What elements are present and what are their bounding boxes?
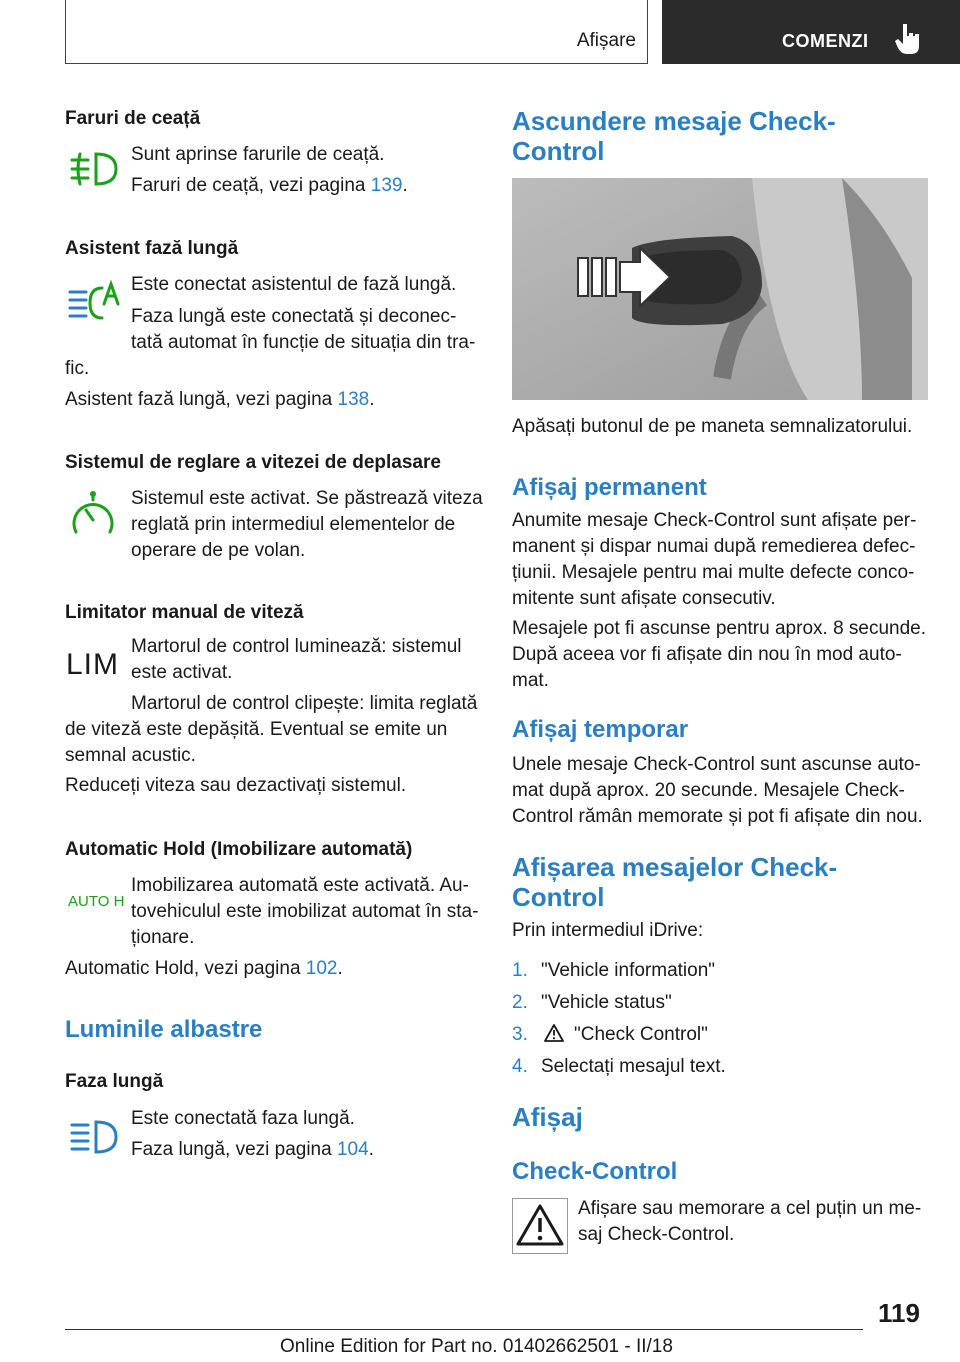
permanent-desc-6: După aceea vor fi afișate din nou în mod auto- xyxy=(512,644,902,665)
auto-hold-heading: Automatic Hold (Imobilizare automată) xyxy=(65,839,413,860)
temporary-desc-2: mat după aprox. 20 secunde. Mesajele Check- xyxy=(512,780,905,801)
check-control-desc-2: saj Check-Control. xyxy=(578,1224,735,1245)
check-control-warning-icon xyxy=(512,1198,568,1254)
hand-pointer-icon xyxy=(895,22,921,54)
check-control-heading: Check-Control xyxy=(512,1158,678,1185)
edition-footer: Online Edition for Part no. 01402662501 - II/18 xyxy=(280,1336,673,1357)
high-beam-assistant-desc-1: Faza lungă este conectată și deconec- xyxy=(131,306,457,327)
step-number: 4. xyxy=(512,1056,528,1077)
auto-hold-ref: Automatic Hold, vezi pagina 102. xyxy=(65,958,343,979)
high-beam-ref: Faza lungă, vezi pagina 104. xyxy=(131,1139,374,1160)
footer-divider xyxy=(65,1329,863,1330)
speed-limiter-desc-4: de viteză este depășită. Eventual se emite un xyxy=(65,719,448,740)
page-link-138[interactable]: 138 xyxy=(337,389,370,410)
temporary-desc-3: Control rămân memorate și pot fi afișate din nou. xyxy=(512,806,923,827)
hide-messages-heading-2: Control xyxy=(512,136,605,166)
speed-limiter-desc-3: Martorul de control clipește: limita reglată xyxy=(131,693,478,714)
page-link-139[interactable]: 139 xyxy=(370,175,403,196)
high-beam-assistant-heading: Asistent fază lungă xyxy=(65,238,239,259)
speed-limiter-desc-6: Reduceți viteza sau dezactivați sistemul. xyxy=(65,775,407,796)
step-number: 2. xyxy=(512,992,528,1013)
cruise-control-icon xyxy=(68,490,118,540)
display-heading: Afișaj xyxy=(512,1102,583,1132)
high-beam-assistant-ref: Asistent fază lungă, vezi pagina 138. xyxy=(65,389,375,410)
cruise-control-desc-3: operare de pe volan. xyxy=(131,540,306,561)
permanent-desc-3: țiunii. Mesajele pentru mai multe defecte conco- xyxy=(512,562,915,583)
warning-triangle-icon xyxy=(543,1023,565,1043)
page-link-102[interactable]: 102 xyxy=(305,958,338,979)
high-beam-status: Este conectată faza lungă. xyxy=(131,1108,355,1129)
temporary-desc-1: Unele mesaje Check-Control sunt ascunse auto- xyxy=(512,754,921,775)
fog-light-icon xyxy=(68,148,120,190)
idrive-intro: Prin intermediul iDrive: xyxy=(512,920,704,941)
step-number: 1. xyxy=(512,960,528,981)
speed-limiter-heading: Limitator manual de viteză xyxy=(65,602,304,623)
permanent-desc-4: mitente sunt afișate consecutiv. xyxy=(512,588,776,609)
cruise-control-desc-2: reglată prin intermediul elementelor de xyxy=(131,514,456,535)
lim-icon: LIM xyxy=(66,648,120,681)
chapter-tab-label: COMENZI xyxy=(782,31,869,51)
step-select-message: Selectați mesajul text. xyxy=(541,1056,726,1077)
step-number: 3. xyxy=(512,1024,528,1045)
fog-lights-heading: Faruri de ceață xyxy=(65,108,201,129)
cruise-control-heading: Sistemul de reglare a vitezei de deplasare xyxy=(65,452,441,473)
auto-hold-icon: AUTO H xyxy=(68,893,125,910)
fog-lights-status: Sunt aprinse farurile de ceață. xyxy=(131,144,385,165)
auto-hold-desc-1: Imobilizarea automată este activată. Au- xyxy=(131,875,469,896)
permanent-desc-7: mat. xyxy=(512,670,549,691)
show-messages-heading-1: Afișarea mesajelor Check- xyxy=(512,852,838,882)
speed-limiter-desc-1: Martorul de control luminează: sistemul xyxy=(131,636,462,657)
high-beam-assistant-icon xyxy=(66,280,122,324)
fog-lights-ref: Faruri de ceață, vezi pagina 139. xyxy=(131,175,408,196)
speed-limiter-desc-5: semnal acustic. xyxy=(65,745,196,766)
turn-signal-stalk-illustration xyxy=(512,178,928,400)
illustration-caption: Apăsați butonul de pe maneta semnalizatorului. xyxy=(512,416,913,437)
high-beam-heading: Faza lungă xyxy=(65,1071,164,1092)
step-check-control[interactable]: "Check Control" xyxy=(574,1024,708,1045)
page-number: 119 xyxy=(878,1298,920,1328)
section-title: Afișare xyxy=(576,30,636,51)
show-messages-heading-2: Control xyxy=(512,882,605,912)
blue-lights-heading: Luminile albastre xyxy=(65,1016,263,1043)
speed-limiter-desc-2: este activat. xyxy=(131,662,233,683)
high-beam-icon xyxy=(68,1116,120,1158)
permanent-desc-2: manent și dispar numai după remedierea defec- xyxy=(512,536,916,557)
hide-messages-heading-1: Ascundere mesaje Check- xyxy=(512,106,836,136)
high-beam-assistant-desc-3: fic. xyxy=(65,358,90,379)
high-beam-assistant-desc-2: tată automat în funcție de situația din tra- xyxy=(131,332,476,353)
permanent-desc-5: Mesajele pot fi ascunse pentru aprox. 8 secunde. xyxy=(512,618,927,639)
permanent-display-heading: Afișaj permanent xyxy=(512,474,707,501)
step-vehicle-information[interactable]: "Vehicle information" xyxy=(541,960,716,981)
high-beam-assistant-status: Este conectat asistentul de fază lungă. xyxy=(131,274,457,295)
permanent-desc-1: Anumite mesaje Check-Control sunt afișate per- xyxy=(512,510,917,531)
cruise-control-desc-1: Sistemul este activat. Se păstrează viteza xyxy=(131,488,483,509)
temporary-display-heading: Afișaj temporar xyxy=(512,716,689,743)
check-control-desc-1: Afișare sau memorare a cel puțin un me- xyxy=(578,1198,922,1219)
auto-hold-desc-3: ționare. xyxy=(131,927,195,948)
page-link-104[interactable]: 104 xyxy=(336,1139,369,1160)
step-vehicle-status[interactable]: "Vehicle status" xyxy=(541,992,672,1013)
auto-hold-desc-2: tovehiculul este imobilizat automat în sta- xyxy=(131,901,479,922)
